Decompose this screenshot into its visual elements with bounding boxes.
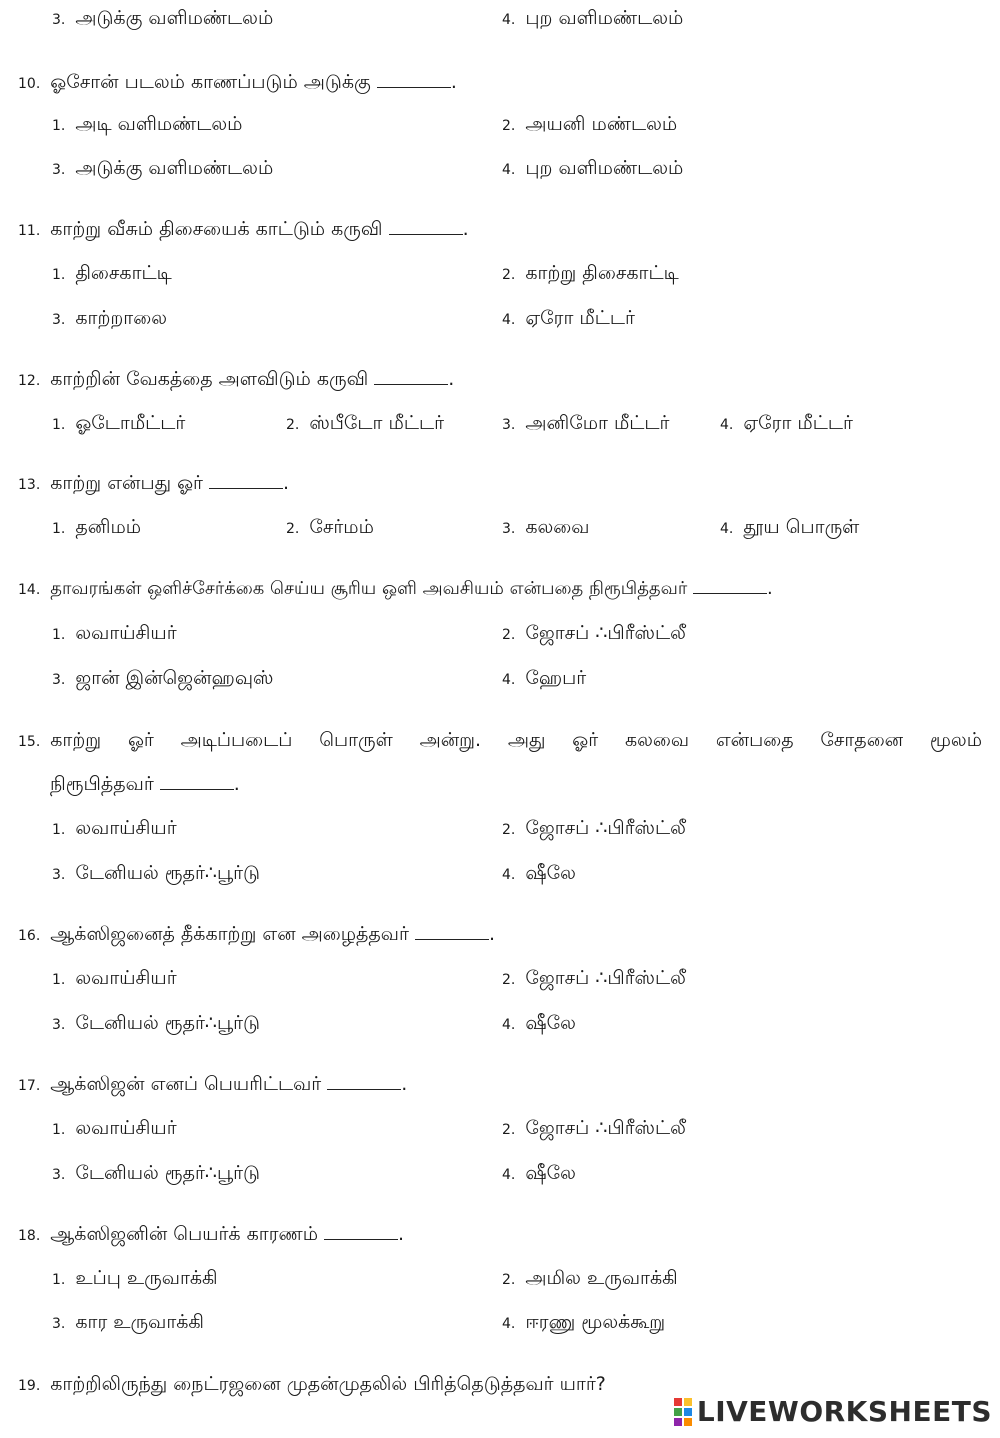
liveworksheets-logo	[674, 1395, 992, 1428]
option-2[interactable]: 2. ஜோசப் ∴பிரீஸ்ட்லீ	[502, 622, 686, 644]
option-1[interactable]: 1. தனிமம்	[52, 516, 142, 538]
option-3[interactable]: 3. ஜான் இன்ஜென்ஹவுஸ்	[52, 667, 274, 689]
question-13: 13. காற்று என்பது ஓர் .	[18, 472, 290, 494]
option-4[interactable]: 4. தூய பொருள்	[720, 516, 860, 538]
option-4[interactable]: 4. ஈரணு மூலக்கூறு	[502, 1311, 666, 1333]
answer-blank[interactable]	[327, 1075, 401, 1090]
option-1[interactable]: 1. உப்பு உருவாக்கி	[52, 1267, 218, 1289]
logo-icon	[674, 1398, 692, 1426]
option-2[interactable]: 2. ஸ்பீடோ மீட்டர்	[286, 412, 445, 434]
question-19: 19. காற்றிலிருந்து நைட்ரஜனை முதன்முதலில் பிரித்தெடுத்தவர் யார்?	[18, 1373, 606, 1395]
logo-text: LIVEWORKSHEETS	[696, 1395, 992, 1428]
option-1[interactable]: 1. லவாய்சியர்	[52, 622, 177, 644]
question-number: 15. காற்று	[18, 729, 102, 751]
question-17: 17. ஆக்ஸிஜன் எனப் பெயரிட்டவர் .	[18, 1073, 408, 1095]
answer-blank[interactable]	[374, 370, 448, 385]
option-1[interactable]: 1. லவாய்சியர்	[52, 967, 177, 989]
option-4[interactable]: 4. ஷீலே	[502, 862, 576, 884]
option-3[interactable]: 3. டேனியல் ரூதர்∴பூர்டு	[52, 1162, 260, 1184]
option-3[interactable]: 3. டேனியல் ரூதர்∴பூர்டு	[52, 862, 260, 884]
answer-blank[interactable]	[415, 925, 489, 940]
option-3[interactable]: 3. காற்றாலை	[52, 307, 167, 329]
question-16: 16. ஆக்ஸிஜனைத் தீக்காற்று என அழைத்தவர் .	[18, 923, 496, 945]
option-4[interactable]: 4. ஏரோ மீட்டர்	[720, 412, 853, 434]
option-4[interactable]: 4. ஷீலே	[502, 1012, 576, 1034]
option-4[interactable]: 4. புற வளிமண்டலம்	[502, 7, 684, 29]
option-1[interactable]: 1. லவாய்சியர்	[52, 817, 177, 839]
question-18: 18. ஆக்ஸிஜனின் பெயர்க் காரணம் .	[18, 1223, 405, 1245]
option-4[interactable]: 4. புற வளிமண்டலம்	[502, 157, 684, 179]
option-1[interactable]: 1. அடி வளிமண்டலம்	[52, 113, 243, 135]
answer-blank[interactable]	[693, 579, 767, 594]
option-3[interactable]: 3. அனிமோ மீட்டர்	[502, 412, 670, 434]
option-3[interactable]: 3. கலவை	[502, 516, 590, 538]
option-2[interactable]: 2. ஜோசப் ∴பிரீஸ்ட்லீ	[502, 817, 686, 839]
question-15: 15. காற்று ஓர் அடிப்படைப் பொருள் அன்று. அது ஓர் கலவை என்பதை சோதனை மூலம்	[18, 728, 982, 754]
answer-blank[interactable]	[160, 775, 234, 790]
question-12: 12. காற்றின் வேகத்தை அளவிடும் கருவி .	[18, 368, 455, 390]
option-2[interactable]: 2. அமில உருவாக்கி	[502, 1267, 678, 1289]
option-3[interactable]: 3. டேனியல் ரூதர்∴பூர்டு	[52, 1012, 260, 1034]
answer-blank[interactable]	[377, 73, 451, 88]
option-1[interactable]: 1. திசைகாட்டி	[52, 262, 172, 284]
question-14: 14. தாவரங்கள் ஒளிச்சேர்க்கை செய்ய சூரிய ஒளி அவசியம் என்பதை நிரூபித்தவர் .	[18, 578, 773, 599]
option-3[interactable]: 3. கார உருவாக்கி	[52, 1311, 204, 1333]
option-4[interactable]: 4. ஷீலே	[502, 1162, 576, 1184]
option-2[interactable]: 2. சேர்மம்	[286, 516, 374, 538]
question-11: 11. காற்று வீசும் திசையைக் காட்டும் கருவி .	[18, 218, 469, 240]
option-2[interactable]: 2. அயனி மண்டலம்	[502, 113, 678, 135]
option-1[interactable]: 1. ஓடோமீட்டர்	[52, 412, 186, 434]
option-2[interactable]: 2. ஜோசப் ∴பிரீஸ்ட்லீ	[502, 1117, 686, 1139]
question-10: 10. ஓசோன் படலம் காணப்படும் அடுக்கு .	[18, 71, 457, 93]
option-3[interactable]: 3. அடுக்கு வளிமண்டலம்	[52, 7, 274, 29]
option-1[interactable]: 1. லவாய்சியர்	[52, 1117, 177, 1139]
option-4[interactable]: 4. ஏரோ மீட்டர்	[502, 307, 635, 329]
answer-blank[interactable]	[389, 220, 463, 235]
option-4[interactable]: 4. ஹேபர்	[502, 667, 587, 689]
option-3[interactable]: 3. அடுக்கு வளிமண்டலம்	[52, 157, 274, 179]
option-2[interactable]: 2. ஜோசப் ∴பிரீஸ்ட்லீ	[502, 967, 686, 989]
question-15-continued: நிரூபித்தவர் .	[50, 773, 240, 795]
option-2[interactable]: 2. காற்று திசைகாட்டி	[502, 262, 679, 284]
answer-blank[interactable]	[324, 1225, 398, 1240]
answer-blank[interactable]	[209, 474, 283, 489]
